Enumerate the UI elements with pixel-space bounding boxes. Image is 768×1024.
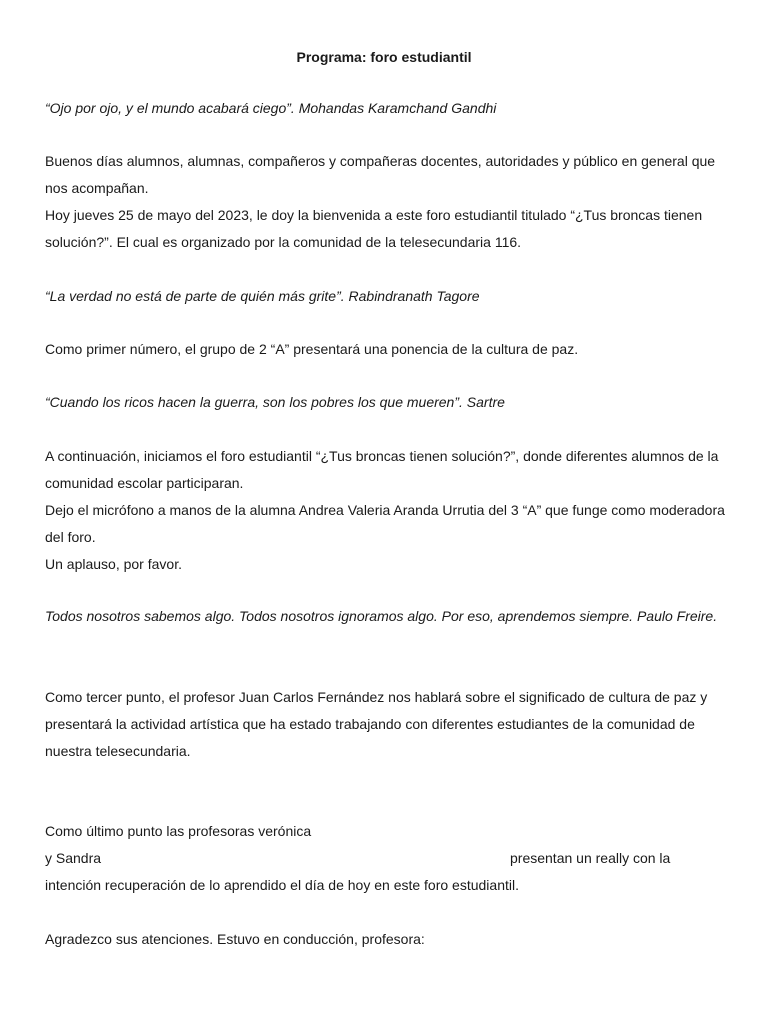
document-title: Programa: foro estudiantil [296,49,472,65]
quote-gandhi: “Ojo por ojo, y el mundo acabará ciego”. Mohandas Karamchand Gandhi [45,100,497,116]
last-point-present: presentan un really con la [510,850,671,866]
intro-welcome: Hoy jueves 25 de mayo del 2023, le doy la bienvenida a este foro estudiantil titulado “¿Tus broncas tienen solución?”. El cual es organizado por la comunidad de la telesecundaria 116. [45,207,703,250]
continuation-forum: A continuación, iniciamos el foro estudiantil “¿Tus broncas tienen solución?”, donde diferentes alumnos de la comunidad escolar participaran. [45,448,719,491]
first-number-paragraph: Como primer número, el grupo de 2 “A” presentará una ponencia de la cultura de paz. [45,341,579,357]
intro-paragraph [45,148,725,256]
last-point-line1: Como último punto las profesoras verónica [45,823,312,839]
continuation-moderator: Dejo el micrófono a manos de la alumna Andrea Valeria Aranda Urrutia del 3 “A” que funge como moderadora del foro. [45,502,725,545]
last-point-paragraph [45,818,725,899]
last-point-line2 [45,845,725,872]
continuation-paragraph [45,443,725,578]
last-point-line3: intención recuperación de lo aprendido el día de hoy en este foro estudiantil. [45,877,519,893]
last-point-sandra: y Sandra [45,850,102,866]
third-point-paragraph: Como tercer punto, el profesor Juan Carlos Fernández nos hablará sobre el significado de cultura de paz y presentará la actividad artística que ha estado trabajando con diferentes estudiantes de la comunidad de nuestra telesecundaria. [45,689,708,759]
quote-sartre: “Cuando los ricos hacen la guerra, son los pobres los que mueren”. Sartre [45,394,505,410]
quote-tagore: “La verdad no está de parte de quién más grite”. Rabindranath Tagore [45,288,480,304]
continuation-applause: Un aplauso, por favor. [45,556,182,572]
quote-freire: Todos nosotros sabemos algo. Todos nosotros ignoramos algo. Por eso, aprendemos siempre. Paulo Freire. [45,608,718,624]
intro-greeting: Buenos días alumnos, alumnas, compañeros y compañeras docentes, autoridades y público en general que nos acompañan. [45,153,716,196]
closing-paragraph: Agradezco sus atenciones. Estuvo en conducción, profesora: [45,931,425,947]
